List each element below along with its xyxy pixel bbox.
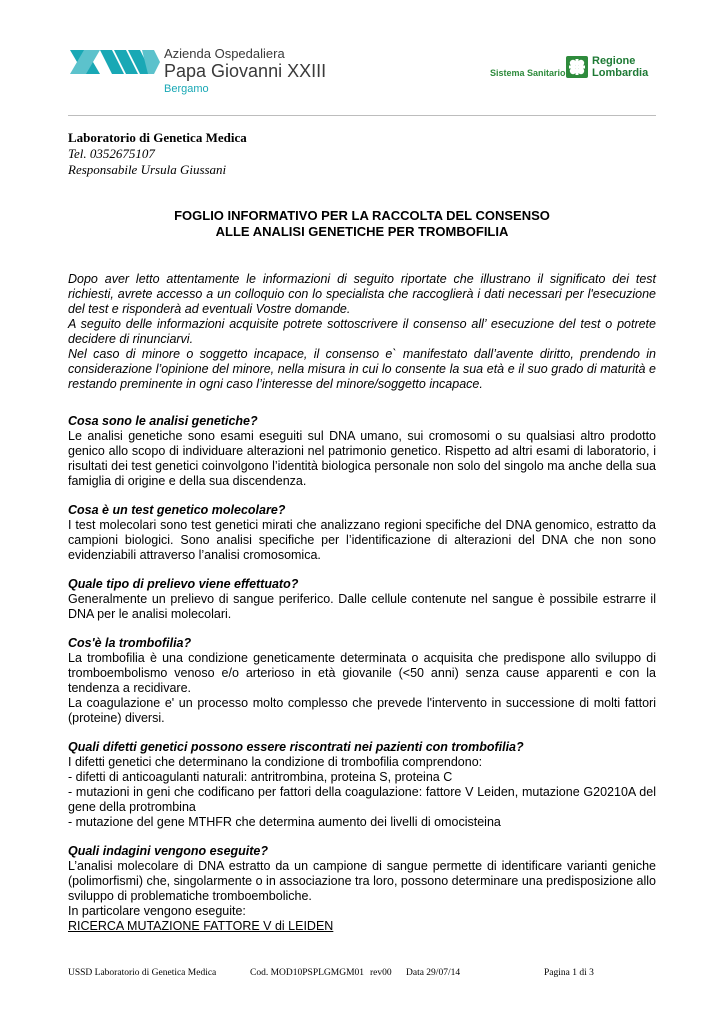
- intro-paragraph-3: Nel caso di minore o soggetto incapace, il consenso e` manifestato dall’avente diritto, prendendo in considerazione l’opinione del minore, nella misura in cui lo consente la sua età e il suo grado di maturità e restando preminente in ogni caso l’interesse del minore/soggetto incapace.: [68, 347, 656, 391]
- regione-lombardia-logo-icon: [566, 56, 588, 78]
- list-item: - difetti di anticoagulanti naturali: antritrombina, proteina S, proteina C: [68, 770, 453, 784]
- list-item: - mutazione del gene MTHFR che determina aumento dei livelli di omocisteina: [68, 815, 501, 829]
- page-header: [0, 0, 724, 120]
- lab-info: [68, 130, 247, 178]
- section-heading: Quali indagini vengono eseguite?: [68, 844, 269, 858]
- footer-page: Pagina 1 di 3: [544, 968, 594, 978]
- section-heading: Cosa è un test genetico molecolare?: [68, 503, 286, 517]
- header-divider: [68, 115, 656, 116]
- title-line-1: FOGLIO INFORMATIVO PER LA RACCOLTA DEL CONSENSO: [174, 208, 550, 223]
- hospital-line-1: Azienda Ospedaliera: [164, 46, 285, 61]
- section-paragraph: Generalmente un prelievo di sangue periferico. Dalle cellule contenute nel sangue è possibile estrarre il DNA per le analisi molecolari.: [68, 592, 656, 621]
- section-paragraph: I test molecolari sono test genetici mirati che analizzano regioni specifiche del DNA genomico, estratto da campioni biologici. Sono analisi specifiche per l’identificazione di alterazioni del DNA che non sono evidenziabili attraverso l’analisi cromosomica.: [68, 518, 656, 562]
- regione-line-1: Regione: [592, 55, 636, 67]
- section-paragraph: In particolare vengono eseguite:: [68, 904, 246, 918]
- section-paragraph: La coagulazione e' un processo molto complesso che prevede l'intervento in successione di molti fattori (proteine) diversi.: [68, 696, 656, 725]
- footer-code: Cod. MOD10PSPLGMGM01: [250, 968, 365, 978]
- hospital-line-2: Papa Giovanni XXIII: [164, 61, 327, 81]
- hospital-logo-icon: [70, 46, 160, 78]
- lab-responsabile: Responsabile Ursula Giussani: [68, 162, 227, 177]
- section-heading: Quale tipo di prelievo viene effettuato?: [68, 577, 299, 591]
- section-paragraph: L’analisi molecolare di DNA estratto da un campione di sangue permette di identificare varianti geniche (polimorfismi) che, singolarmente o in associazione tra loro, possono determinare una predisposizione allo sviluppo di problematiche tromboemboliche.: [68, 859, 656, 903]
- lab-name: Laboratorio di Genetica Medica: [68, 130, 247, 145]
- intro-paragraph-2: A seguito delle informazioni acquisite potrete sottoscrivere il consenso all’ esecuzione del test o potrete decidere di rinunciarvi.: [68, 317, 656, 346]
- hospital-line-3: Bergamo: [164, 83, 209, 95]
- footer-date: Data 29/07/14: [406, 968, 461, 978]
- section-paragraph: Le analisi genetiche sono esami eseguiti sul DNA umano, sui cromosomi o su qualsiasi altro prodotto genico allo scopo di individuare alterazioni nel patrimonio genetico. Rispetto ad altri esami di laboratorio, i risultati dei test genetici coinvolgono l’identità biologica personale non solo del singolo ma anche della sua famiglia di origine e della sua discendenza.: [68, 429, 656, 488]
- section-heading: Cosa sono le analisi genetiche?: [68, 414, 258, 428]
- document-title: [68, 208, 656, 240]
- section-heading: Quali difetti genetici possono essere riscontrati nei pazienti con trombofilia?: [68, 740, 524, 754]
- section-paragraph: La trombofilia è una condizione geneticamente determinata o acquisita che predispone allo sviluppo di tromboembolismo venoso e/o arterioso in età giovanile (<50 anni) senza cause apparenti e con la tendenza a recidivare.: [68, 651, 656, 695]
- document-body: [68, 272, 656, 934]
- sistema-sanitario-label: Sistema Sanitario: [490, 68, 566, 78]
- regione-lombardia-label: [592, 55, 648, 79]
- underlined-test-name: RICERCA MUTAZIONE FATTORE V di LEIDEN: [68, 919, 334, 933]
- regione-line-2: Lombardia: [592, 67, 649, 79]
- lab-tel: Tel. 0352675107: [68, 146, 155, 161]
- section-paragraph: I difetti genetici che determinano la condizione di trombofilia comprendono:: [68, 755, 483, 769]
- footer-lab: USSD Laboratorio di Genetica Medica: [68, 968, 217, 978]
- footer-rev: rev00: [370, 968, 392, 978]
- title-line-2: ALLE ANALISI GENETICHE PER TROMBOFILIA: [215, 224, 509, 239]
- intro-paragraph-1: Dopo aver letto attentamente le informazioni di seguito riportate che illustrano il significato dei test richiesti, avrete accesso a un colloquio con lo specialista che raccoglierà i dati necessari per l'esecuzione del test e risponderà ad eventuali Vostre domande.: [68, 272, 656, 316]
- list-item: - mutazioni in geni che codificano per fattori della coagulazione: fattore V Leiden, mutazione G20210A del gene della protrombina: [68, 785, 656, 814]
- section-heading: Cos'è la trombofilia?: [68, 636, 192, 650]
- hospital-name: [164, 46, 326, 97]
